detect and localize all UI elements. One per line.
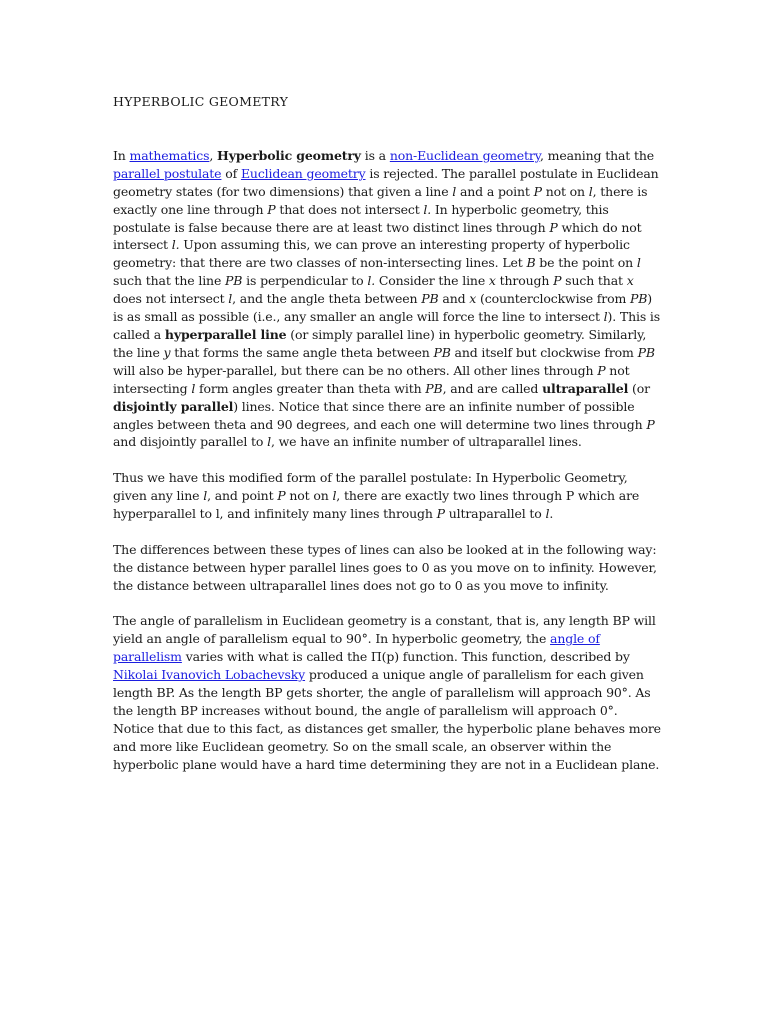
text-run: will also be hyper-parallel, but there can be no others. All other lines through [113,362,598,378]
italic-run: P [436,506,445,522]
document-page [113,93,661,791]
bold-hyperbolic-geometry: Hyperbolic geometry [217,147,361,163]
paragraph-modified-postulate [113,469,661,523]
link-mathematics[interactable]: mathematics [129,147,210,163]
document-title: HYPERBOLIC GEOMETRY [113,94,289,109]
italic-run: l [545,506,550,522]
text-run: In hyperbolic geometry, this postulate is false because there are at least two distinct lines through [113,201,609,235]
text-run: not on [541,183,589,199]
italic-run: P [646,416,655,432]
italic-run: l. [171,237,180,253]
italic-run: PB [225,273,243,289]
italic-run: l [588,183,593,199]
italic-run: y [163,344,171,360]
link-lobachevsky[interactable]: Nikolai Ivanovich Lobachevsky [113,667,306,683]
italic-run: B [526,255,536,271]
text-run: and disjointly parallel to [113,434,268,450]
text-run: , there are exactly two lines through P which are hyperparallel to l, and infinitely many lines through [113,488,640,522]
italic-run: l. [423,201,432,217]
italic-run: l [191,380,196,396]
text-run: , meaning that the [540,147,655,163]
text-run: In [113,147,130,163]
italic-run: l. [367,273,376,289]
italic-run: P [267,201,276,217]
text-run: , there is exactly one line through [113,183,648,217]
paragraph-differences: The differences between these types of lines can also be looked at in the following way: the distance between hyper parallel lines goes to 0 as you move on to infinity. However, the distance between ultraparallel lines does not go to 0 as you move to infinity. [113,541,657,593]
text-run: such that [561,273,627,289]
text-run: . [549,506,554,522]
text-run: (or [628,380,650,396]
text-run: ). This is called a [113,309,661,342]
italic-run: PB [421,291,439,307]
text-run: be the point on [535,255,637,271]
text-run: Upon assuming this, we can prove an interesting property of hyperbolic geometry: that there are two classes of non-intersecting lines. Let [113,237,630,271]
italic-run: P [553,273,562,289]
text-run: that does not intersect [275,201,424,217]
link-parallel-postulate[interactable]: parallel postulate [113,165,222,181]
text-run: through [495,273,554,289]
text-run: and [438,291,470,307]
italic-run: x [488,273,496,289]
link-euclidean-geometry[interactable]: Euclidean geometry [240,165,366,181]
italic-run: l [636,255,641,271]
text-run: is a [360,147,390,163]
link-angle-of-parallelism[interactable]: angle of parallelism [113,631,600,665]
italic-run: P [549,219,558,235]
italic-run: l [603,309,608,325]
italic-run: PB [425,380,443,396]
text-run: is rejected. The parallel postulate in Euclidean geometry states (for two dimensions) that given a line [113,165,659,199]
text-run: of [221,165,241,181]
text-run: is perpendicular to [242,273,368,289]
text-run: not on [285,488,333,504]
italic-run: P [277,488,286,504]
text-run: form angles greater than theta with [195,380,426,396]
text-run: and itself but clockwise from [450,344,638,360]
text-run: that forms the same angle theta between [170,344,434,360]
text-run: such that the line [113,273,226,289]
text-run: Thus we have this modified form of the parallel postulate: In Hyperbolic Geometry, given any line [113,470,628,504]
paragraph-angle-of-parallelism [113,612,661,773]
italic-run: PB [629,291,648,307]
text-run: (counterclockwise from [476,291,630,307]
italic-run: P [597,362,606,378]
bold-hyperparallel-line: hyperparallel line [164,326,287,342]
italic-run: x [469,291,477,307]
text-run: produced a unique angle of parallelism for each given length BP. As the length BP gets shorter, the angle of parallelism will approach 90°. As the length BP increases without bound, the angle of parallelism will approach 0°. Notice that due to this fact, as distances get smaller, the hyperbolic plane behaves more and more like Euclidean geometry. So on the small scale, an observer within the hyperbolic plane would have a hard time determining they are not in a Euclidean plane. [113,667,661,772]
text-run: varies with what is called the Π(p) function. This function, described by [181,649,630,665]
text-run: ) is as small as possible (i.e., any smaller an angle will force the line to intersect [113,291,653,325]
italic-run: PB [637,344,655,360]
text-run: , [209,147,218,163]
text-run: ) lines. Notice that since there are an infinite number of possible angles between theta and 90 degrees, and each one will determine two lines through [113,398,647,432]
text-run: and a point [456,183,534,199]
paragraph-intro [113,147,661,451]
text-run: , and are called [442,380,543,396]
text-run: which do not intersect [113,219,642,253]
text-run: does not intersect [113,291,229,307]
text-run: , and the angle theta between [232,291,422,307]
link-non-euclidean-geometry[interactable]: non-Euclidean geometry [389,147,540,163]
italic-run: PB [433,344,451,360]
italic-run: l [228,291,233,307]
bold-ultraparallel: ultraparallel [542,380,629,396]
text-run: The angle of parallelism in Euclidean geometry is a constant, that is, any length BP will yield an angle of parallelism equal to 90°. In hyperbolic geometry, the [113,613,656,647]
italic-run: x [626,273,634,289]
italic-run: l [203,488,208,504]
text-run: ultraparallel to [444,506,546,522]
bold-disjointly-parallel: disjointly parallel [113,398,234,414]
text-run: , and point [207,488,278,504]
text-run: (or simply parallel line) in hyperbolic geometry. Similarly, the line [113,326,647,360]
text-run: , we have an infinite number of ultraparallel lines. [270,434,582,450]
text-run: not intersecting [113,362,630,396]
text-run: Consider the line [375,273,489,289]
italic-run: l [452,183,457,199]
italic-run: l [267,434,271,450]
italic-run: P [533,183,542,199]
italic-run: l [332,488,337,504]
